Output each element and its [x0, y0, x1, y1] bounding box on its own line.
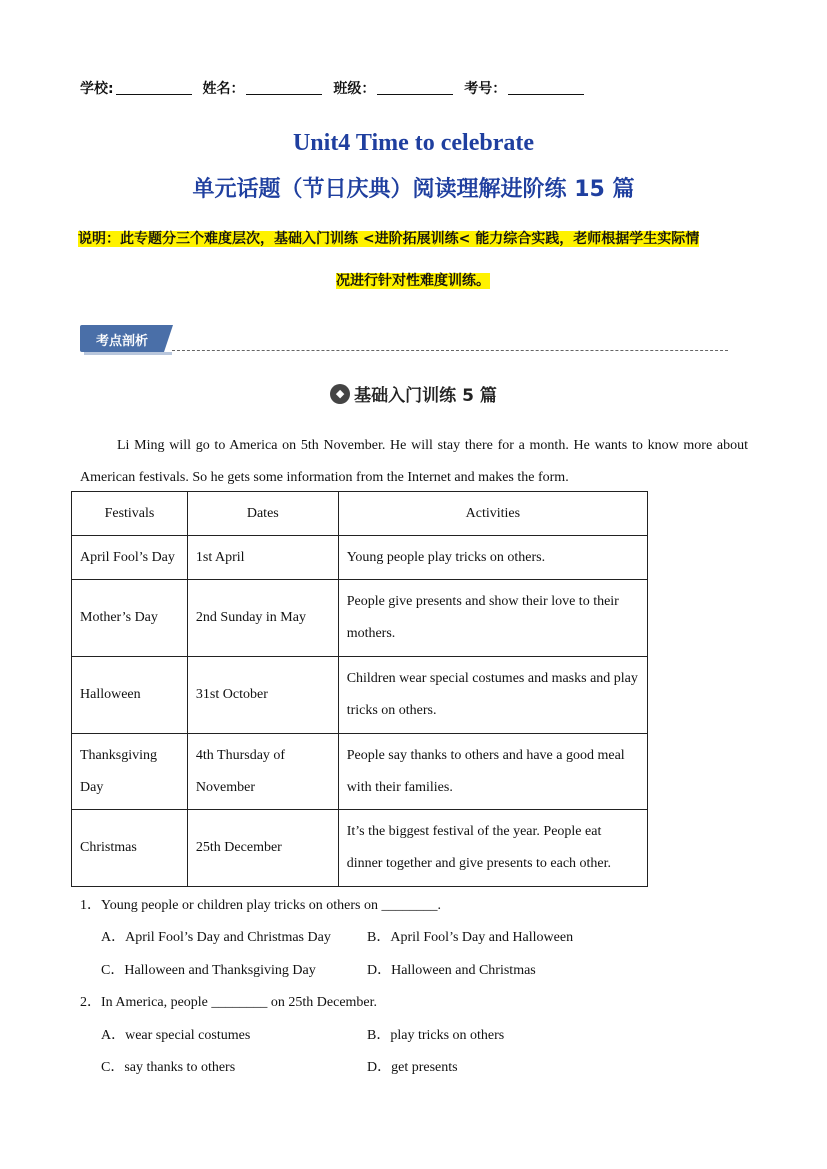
- class-label: 班级：: [333, 81, 376, 97]
- note-line-1: 说明：此专题分三个难度层次，基础入门训练 <进阶拓展训练< 能力综合实践，老师根据学生实际情: [78, 231, 700, 247]
- table-cell: 1st April: [187, 536, 338, 580]
- topic-title: 单元话题（节日庆典）阅读理解进阶练 15 篇: [192, 177, 635, 202]
- table-row: [72, 536, 648, 580]
- section-tab-label: 考点剖析: [95, 334, 148, 349]
- table-cell: Thanksgiving Day: [72, 734, 188, 810]
- exam-no-label: 考号：: [464, 81, 507, 97]
- sub-heading: [0, 381, 827, 406]
- table-row: [72, 734, 648, 810]
- name-blank[interactable]: [246, 80, 322, 95]
- table-cell: 31st October: [187, 657, 338, 734]
- sub-heading-text: 基础入门训练 5 篇: [354, 386, 497, 406]
- table-cell: Children wear special costumes and masks and play tricks on others.: [338, 657, 647, 734]
- section-tab: [80, 325, 172, 352]
- question-1-option-d[interactable]: D．Halloween and Christmas: [367, 963, 536, 978]
- table-cell: Young people play tricks on others.: [338, 536, 647, 580]
- bullet-circle-icon: ◆: [330, 384, 350, 404]
- table-cell: 25th December: [187, 810, 338, 887]
- class-blank[interactable]: [377, 80, 453, 95]
- question-1-option-a[interactable]: A．April Fool’s Day and Christmas Day: [101, 930, 331, 945]
- unit-title: Unit4 Time to celebrate: [292, 130, 535, 156]
- table-cell: 2nd Sunday in May: [187, 580, 338, 657]
- table-header: Dates: [187, 492, 338, 536]
- table-cell: Christmas: [72, 810, 188, 887]
- exam-no-blank[interactable]: [508, 80, 584, 95]
- table-row: [72, 810, 648, 887]
- table-header: Activities: [338, 492, 647, 536]
- table-cell: People give presents and show their love to their mothers.: [338, 580, 647, 657]
- table-cell: Halloween: [72, 657, 188, 734]
- question-2-option-a[interactable]: A．wear special costumes: [101, 1028, 251, 1043]
- question-1-option-c[interactable]: C．Halloween and Thanksgiving Day: [101, 963, 316, 978]
- festival-table: [71, 491, 648, 887]
- table-header: Festivals: [72, 492, 188, 536]
- table-cell: It’s the biggest festival of the year. People eat dinner together and give presents to each other.: [338, 810, 647, 887]
- question-2-option-d[interactable]: D．get presents: [367, 1060, 458, 1075]
- question-1-stem: 1．Young people or children play tricks on others on ________.: [80, 898, 441, 913]
- table-cell: People say thanks to others and have a good meal with their families.: [338, 734, 647, 810]
- school-label: 学校:: [80, 81, 114, 97]
- table-row: [72, 580, 648, 657]
- table-cell: April Fool’s Day: [72, 536, 188, 580]
- table-header-row: [72, 492, 648, 536]
- question-2-option-b[interactable]: B．play tricks on others: [367, 1028, 505, 1043]
- reading-passage: Li Ming will go to America on 5th November. He will stay there for a month. He wants to know more about American festivals. So he gets some information from the Internet and makes the form.: [80, 438, 748, 485]
- note-line-2: 况进行针对性难度训练。: [336, 273, 490, 289]
- instruction-note: [78, 218, 748, 302]
- table-cell: 4th Thursday of November: [187, 734, 338, 810]
- name-label: 姓名：: [202, 81, 245, 97]
- school-blank[interactable]: [116, 80, 192, 95]
- question-2-stem: 2．In America, people ________ on 25th December.: [80, 995, 378, 1010]
- section-divider: [172, 350, 728, 351]
- table-row: [72, 657, 648, 734]
- question-1-option-b[interactable]: B．April Fool’s Day and Halloween: [367, 930, 574, 945]
- student-info-line: [80, 78, 590, 98]
- table-cell: Mother’s Day: [72, 580, 188, 657]
- question-2-option-c[interactable]: C．say thanks to others: [101, 1060, 236, 1075]
